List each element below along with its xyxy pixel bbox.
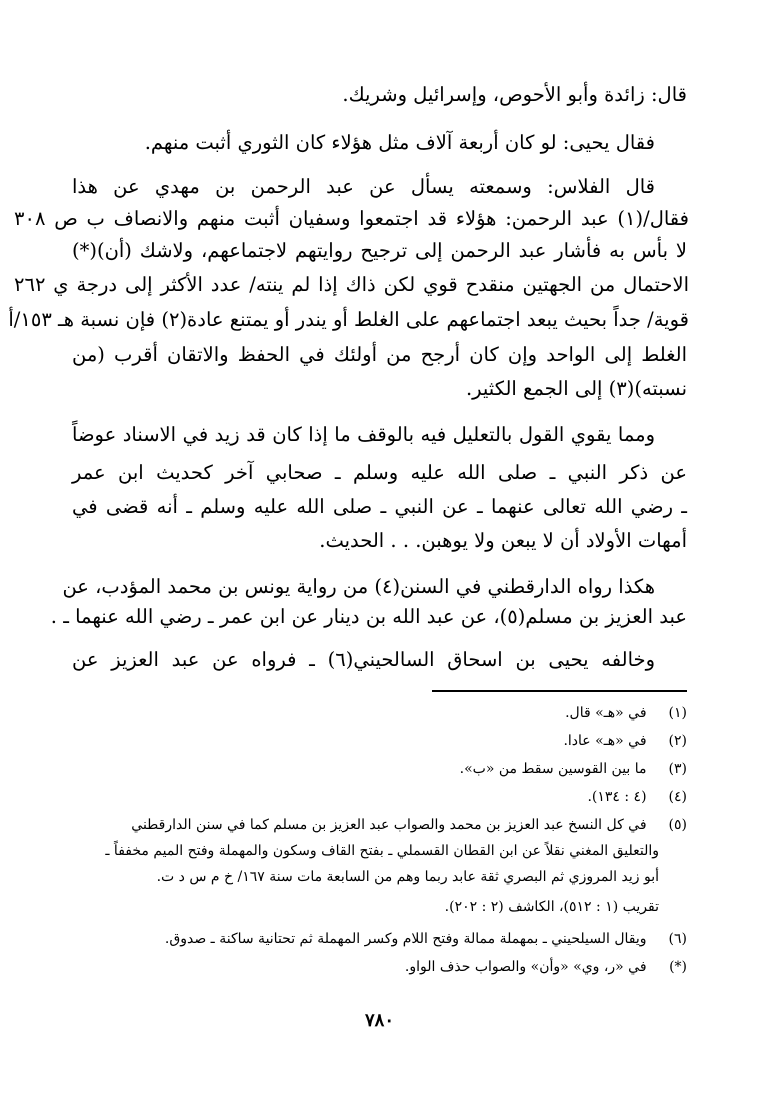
body-line-1: قال: زائدة وأبو الأحوص، وإسرائيل وشريك. <box>342 83 687 106</box>
body-line-3: قال الفلاس: وسمعته يسأل عن عبد الرحمن بن مهدي عن هذا <box>72 175 655 198</box>
body-line-11: عن ذكر النبي ـ صلى الله عليه وسلم ـ صحابي آخر كحديث ابن عمر <box>72 461 687 484</box>
body-line-4: فقال/(١) عبد الرحمن: هؤلاء قد اجتمعوا وسفيان أثبت منهم والانصاف ب ص ٣٠٨ <box>14 207 689 230</box>
footnote-5 <box>72 814 687 836</box>
body-line-9: نسبته)(٣) إلى الجمع الكثير. <box>465 377 687 400</box>
footnote-1-number: (١) <box>668 705 687 721</box>
body-line-8: الغلط إلى الواحد وإن كان أرجح من أولئك في الحفظ والاتقان أقرب (من <box>72 343 687 366</box>
body-line-13: أمهات الأولاد أن لا يبعن ولا يوهبن. . . الحديث. <box>319 529 687 552</box>
page-number: ٧٨٠ <box>364 1010 394 1031</box>
footnote-star-number: (*) <box>669 959 687 975</box>
body-line-6: الاحتمال من الجهتين منقدح قوي لكن ذاك إذا لم ينته/ عدد الأكثر إلى درجة ي ٢٦٢ <box>14 273 689 296</box>
body-line-12: ـ رضي الله تعالى عنهما ـ عن النبي ـ صلى الله عليه وسلم ـ أنه قضى في <box>72 495 687 518</box>
footnote-separator <box>432 690 687 692</box>
footnote-star-text: في «ر، وي» «وأن» والصواب حذف الواو. <box>404 959 647 975</box>
footnote-4-number: (٤) <box>668 789 687 805</box>
body-line-5: لا بأس به فأشار عبد الرحمن إلى ترجيح روايتهم لاجتماعهم، ولاشك (أن)(*) <box>72 239 687 262</box>
footnote-2-number: (٢) <box>668 733 687 749</box>
body-line-16: وخالفه يحيى بن اسحاق السالحيني(٦) ـ فرواه عن عبد العزيز عن <box>72 648 655 671</box>
footnote-6-text: ويقال السيلحيني ـ بمهملة ممالة وفتح اللام وكسر المهملة ثم تحتانية ساكنة ـ صدوق. <box>164 931 647 947</box>
footnote-5-continuation-2: أبو زيد المروزي ثم البصري ثقة عابد ربما وهم من السابعة مات سنة ١٦٧/ خ م س د ت. <box>156 869 659 885</box>
footnote-1-text: في «هـ» قال. <box>565 705 647 721</box>
footnote-5-text: في كل النسخ عبد العزيز بن محمد والصواب عبد العزيز بن مسلم كما في سنن الدارقطني <box>131 817 647 833</box>
footnote-1 <box>72 702 687 724</box>
body-line-2: فقال يحيى: لو كان أربعة آلاف مثل هؤلاء كان الثوري أثبت منهم. <box>144 131 655 154</box>
footnote-3 <box>72 758 687 780</box>
footnote-5-continuation-3: تقريب (١ : ٥١٢)، الكاشف (٢ : ٢٠٢). <box>444 899 659 915</box>
body-line-7: قوية/ جداً بحيث يبعد اجتماعهم على الغلط أو يندر أو يمتنع عادة(٢) فإن نسبة هـ ١٥٣/أ <box>8 308 689 331</box>
footnote-6 <box>72 928 687 950</box>
footnote-3-number: (٣) <box>668 761 687 777</box>
footnote-2-text: في «هـ» عادا. <box>563 733 647 749</box>
body-line-10: ومما يقوي القول بالتعليل فيه بالوقف ما إذا كان قد زيد في الاسناد عوضاً <box>72 423 655 446</box>
body-line-15: عبد العزيز بن مسلم(٥)، عن عبد الله بن دينار عن ابن عمر ـ رضي الله عنهما ـ . <box>50 605 687 628</box>
footnote-5-continuation-1: والتعليق المغني نقلاً عن ابن القطان القسملي ـ بفتح القاف وسكون والمهملة وفتح الميم مخففاً ـ <box>105 843 659 859</box>
footnote-star <box>72 956 687 978</box>
footnote-5-number: (٥) <box>668 817 687 833</box>
body-line-14: هكذا رواه الدارقطني في السنن(٤) من رواية يونس بن محمد المؤدب، عن <box>62 575 655 598</box>
footnote-2 <box>72 730 687 752</box>
footnote-3-text: ما بين القوسين سقط من «ب». <box>459 761 647 777</box>
footnote-4 <box>72 786 687 808</box>
footnote-6-number: (٦) <box>668 931 687 947</box>
footnote-4-text: (٤ : ١٣٤). <box>587 789 647 805</box>
